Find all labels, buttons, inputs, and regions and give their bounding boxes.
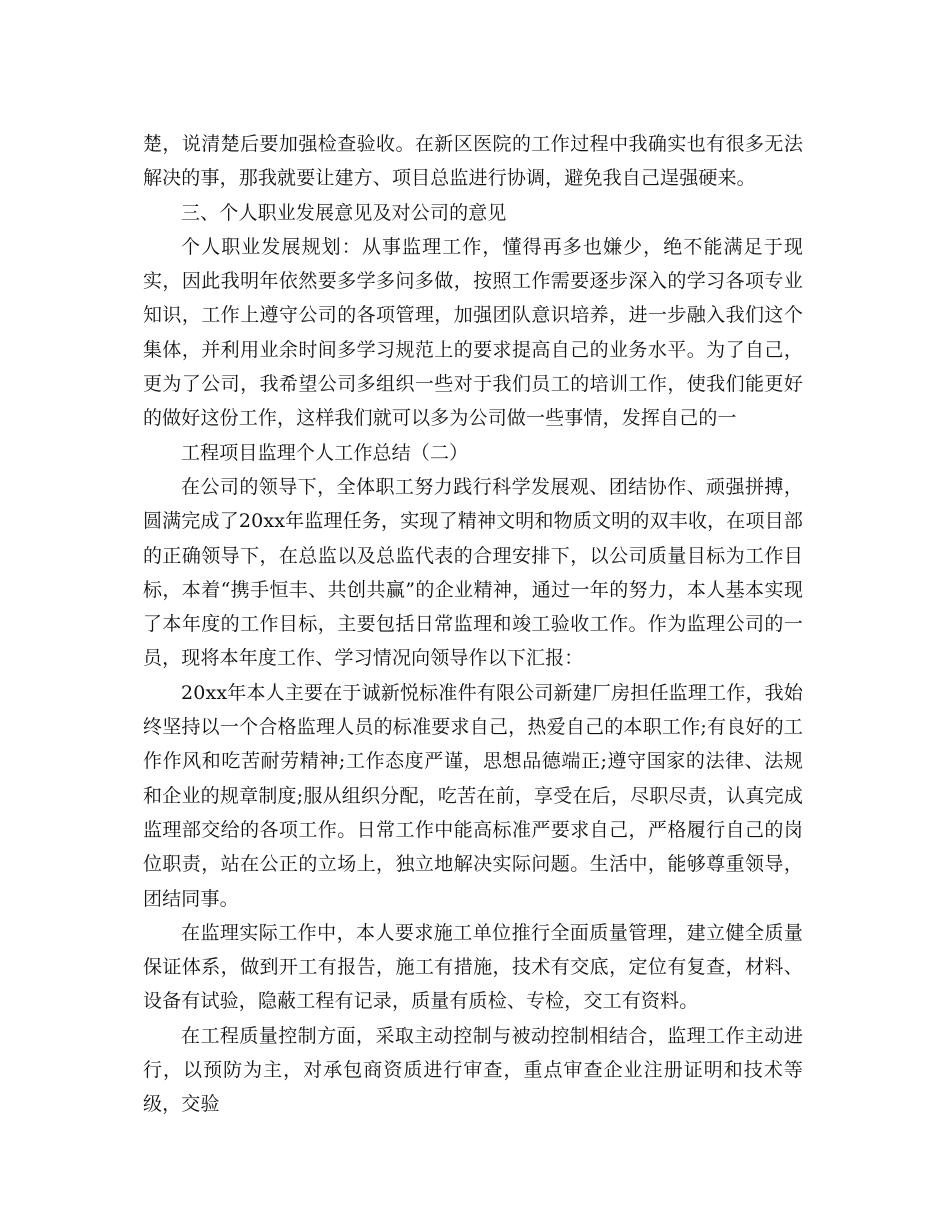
paragraph-work-attitude: 20xx年本人主要在于诚新悦标准件有限公司新建厂房担任监理工作，我始终坚持以一个合格监理人员的标准要求自己，热爱自己的本职工作;有良好的工作作风和吃苦耐劳精神;工作态度严谨，思想品德端正;遵守国家的法律、法规和企业的规章制度;服从组织分配，吃苦在前，享受在后，尽职尽责，认真完成监理部交给的各项工作。日常工作中能高标准严要求自己，严格履行自己的岗位职责，站在公正的立场上，独立地解决实际问题。生活中，能够尊重领导，团结同事。 [143,681,803,910]
document-subtitle: 工程项目监理个人工作总结（二） [181,441,469,464]
section-heading-career: 三、个人职业发展意见及对公司的意见 [181,201,507,224]
paragraph-career-plan: 个人职业发展规划：从事监理工作，懂得再多也嫌少，绝不能满足于现实，因此我明年依然要多学多问多做，按照工作需要逐步深入的学习各项专业知识，工作上遵守公司的各项管理，加强团队意识培养，进一步融入我们这个集体，并利用业余时间多学习规范上的要求提高自己的业务水平。为了自己，更为了公司，我希望公司多组织一些对于我们员工的培训工作，使我们能更好的做好这份工作，这样我们就可以多为公司做一些事情，发挥自己的一 [143,235,803,430]
paragraph-continuation: 楚，说清楚后要加强检查验收。在新区医院的工作过程中我确实也有很多无法解决的事，那我就要让建方、项目总监进行协调，避免我自己逞强硬来。 [143,133,803,190]
paragraph-quality-system: 在监理实际工作中，本人要求施工单位推行全面质量管理，建立健全质量保证体系，做到开工有报告，施工有措施，技术有交底，定位有复查，材料、设备有试验，隐蔽工程有记录，质量有质检、专检，交工有资料。 [143,921,803,1013]
paragraph-intro: 在公司的领导下，全体职工努力践行科学发展观、团结协作、顽强拼搏，圆满完成了20xx年监理任务，实现了精神文明和物质文明的双丰收，在项目部的正确领导下，在总监以及总监代表的合理安排下，以公司质量目标为工作目标，本着“携手恒丰、共创共赢”的企业精神，通过一年的努力，本人基本实现了本年度的工作目标，主要包括日常监理和竣工验收工作。作为监理公司的一员，现将本年度工作、学习情况向领导作以下汇报： [143,475,803,670]
paragraph-quality-control: 在工程质量控制方面，采取主动控制与被动控制相结合，监理工作主动进行，以预防为主，对承包商资质进行审查，重点审查企业注册证明和技术等级，交验 [143,1024,803,1116]
document-body [143,127,803,1122]
